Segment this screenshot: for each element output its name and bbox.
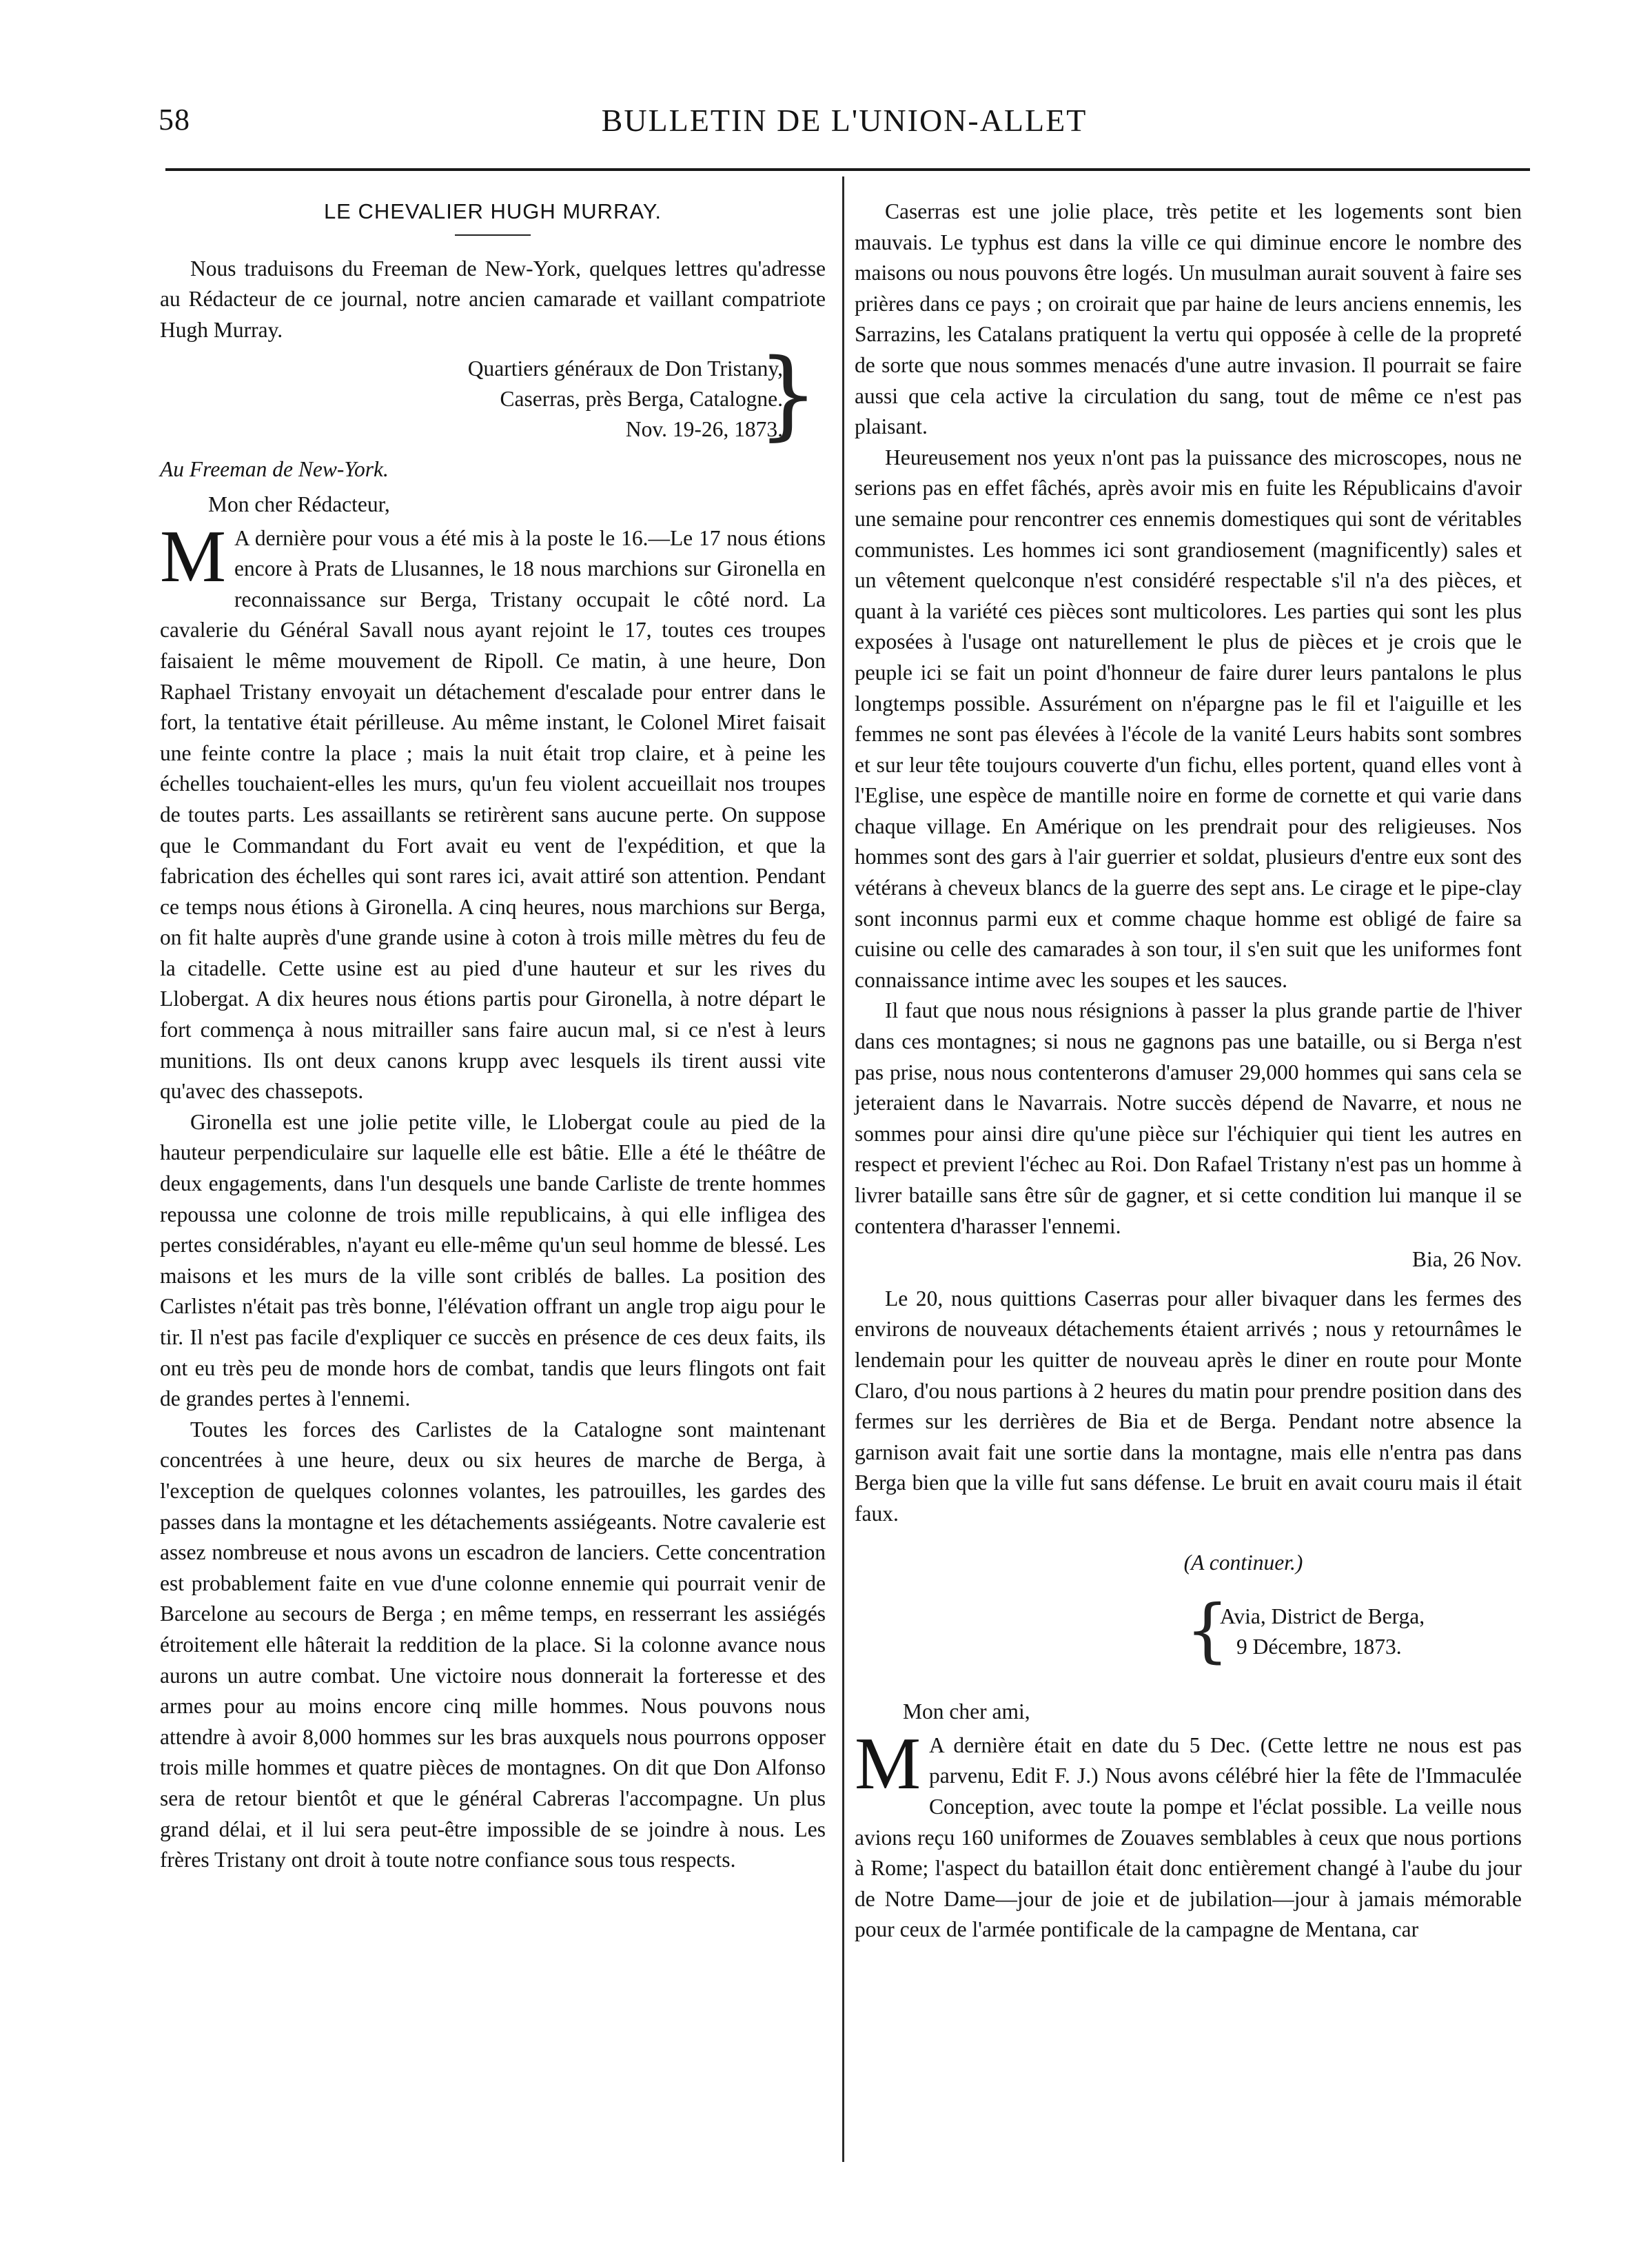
article-title: LE CHEVALIER HUGH MURRAY. <box>323 199 662 223</box>
page-header <box>159 102 1530 157</box>
page-number: 58 <box>159 103 190 137</box>
left-column <box>160 196 826 1876</box>
letter1-paragraph: Toutes les forces des Carlistes de la Catalogne sont maintenant concentrées à une heure, deux ou six heures de marche de Berga, à l'exception de quelques colonnes volantes, les patrouilles, les gardes des passes dans la montagne et les détachements assiégeants. Notre cavalerie est assez nombreuse et nous avons un escadron de lanciers. Cette concentration est probablement faite en vue d'une colonne ennemie qui pourrait venir de Barcelone au secours de Berga ; en même temps, en resserrant les assiégés étroitement elle hâterait la reddition de la place. Si la colonne avance nous aurons un autre combat. Une victoire nous donnerait la forteresse et des armes pour au moins encore cinq mille hommes. Nous pouvons nous attendre à avoir 8,000 hommes sur les bras auxquels nous pourrons opposer trois mille hommes et quatre pièces de montagnes. On dit que Don Alfonso sera de retour bientôt et que le général Cabreras l'accompagne. Un plus grand délai, et il lui sera peut-être impossible de se joindre à nous. Les frères Tristany ont droit à toute notre confiance sous tous respects. <box>160 1417 826 1872</box>
right-column <box>855 196 1522 1945</box>
addressee: Au Freeman de New-York. <box>160 457 389 482</box>
brace-glyph: { <box>1185 1590 1230 1671</box>
salutation: Mon cher ami, <box>903 1699 1030 1724</box>
paragraph-text: A dernière était en date du 5 Dec. (Cette lettre ne nous est pas parvenu, Edit F. J.) Nous avons célébré hier la fête de l'Immaculée Conception, avec toute la pompe et l'éclat possible. La veille nous avions reçu 160 uniformes de Zouaves semblables à ceux que nous portions à Rome; l'aspect du bataillon était donc entièrement changé à l'aube du jour de Notre Dame—jour de joie et de jubilation—jour à jamais mémorable pour ceux de l'armée pontificale de la campagne de Mentana, car <box>855 1732 1522 1942</box>
dateline-line: Quartiers généraux de Don Tristany, <box>467 356 783 381</box>
drop-cap: M <box>855 1722 921 1805</box>
letter1-paragraph: Caserras est une jolie place, très petite et les logements sont bien mauvais. Le typhus est dans la ville ce qui diminue encore le nombre des maisons ou nous pouvons être logés. Un musulman aurait souvent à faire ses prières dans ce pays ; on croirait que par haine de leurs anciens ennemis, les Sarrazins, les Catalans pratiquent la vertu qui opposée à celle de la propreté de sorte que nous sommes menacés d'une autre invasion. Il pourrait se faire aussi que cela active la circulation du sang, tout de même ce n'est pas plaisant. <box>855 199 1522 439</box>
paragraph-text: A dernière pour vous a été mis à la poste le 16.—Le 17 nous étions encore à Prats de Llusannes, le 18 nous marchions sur Gironella en reconnaissance sur Berga, Tristany occupait le côté nord. La cavalerie du Général Savall nous ayant rejoint le 17, toutes ces troupes faisaient le même mouvement de Ripoll. Ce matin, à une heure, Don Raphael Tristany envoyait un détachement d'escalade pour entrer dans le fort, la tentative était périlleuse. Au même instant, le Colonel Miret faisait une feinte contre la place ; mais la nuit était trop claire, et à peine les échelles touchaient-elles les murs, qu'un feu violent accueillait nos troupes de toutes parts. Les assaillants se retirèrent sans aucune perte. On suppose que le Commandant du Fort avait eu vent de l'expédition, et que la fabrication des échelles qui sont rares ici, avait attiré son attention. Pendant ce temps nous étions à Gironella. A cinq heures, nous marchions sur Berga, on fit halte auprès d'une grande usine à coton à trois mille mètres du feu de la citadelle. Cette usine est au pied d'une hauteur et sur les rives du Llobergat. A dix heures nous étions partis pour Gironella, à notre départ le fort commença à nous mitrailler sans faire aucun mal, si ce n'est à leurs munitions. Ils ont deux canons krupp avec lesquels ils tirent aussi vite qu'avec des chassepots. <box>160 525 826 1104</box>
letter1-paragraph: Gironella est une jolie petite ville, le Llobergat coule au pied de la hauteur perpendiculaire sur laquelle elle est bâtie. Elle a été le théâtre de deux engagements, dans l'un desquels une bande Carliste de trente hommes repoussa une colonne de trois mille republicains, à qui elle infligea des pertes considérables, n'ayant eu elle-même qu'un seul homme de blessé. Les maisons et les murs de la ville sont criblés de balles. La position des Carlistes n'était pas très bonne, l'élévation offrant un angle trop aigu pour le tir. Il n'est pas facile d'expliquer ce succès en présence de ces deux faits, ils ont eu très peu de monde hors de combat, tandis que leurs flingots ont fait de grandes pertes à l'ennemi. <box>160 1109 826 1411</box>
letter1-paragraph: Heureusement nos yeux n'ont pas la puissance des microscopes, nous ne serions pas en effet fâchés, après avoir mis en fuite les Républicains d'avoir une semaine pour rencontrer ces ennemis domestiques qui sont de véritables communistes. Les hommes ici sont grandiosement (magnificently) sales et un vêtement quelconque n'est considéré respectable s'il n'a des pièces, et quant à la variété ces pièces sont multicolores. Les parties qui sont les plus exposées à l'usage ont naturellement le plus de pièces et je crois que le peuple ici se fait un point d'honneur de faire durer leurs pantalons le plus longtemps possible. Assurément on n'épargne pas le fil et l'aiguille et les femmes ne sont pas élevées à l'école de la vanité Leurs habits sont sombres et sur leur tête toujours couverte d'un fichu, elles portent, quand elles vont à l'Eglise, une espèce de mantille noire en forme de cornette et qui varie dans chaque village. En Amérique on les prendrait pour des religieuses. Nos hommes sont des gars à l'air guerrier et soldat, plusieurs d'entre eux sont des vétérans à cheveux blancs de la guerre des sept ans. Le cirage et le pipe-clay sont inconnus parmi eux et comme chaque homme est obligé de faire sa cuisine ou celle des camarades à son tour, il s'en suit que les uniformes font connaissance intime avec les soupes et les sauces. <box>855 445 1522 992</box>
dateline-line: Nov. 19-26, 1873. <box>625 417 783 442</box>
letter1-dateline <box>160 338 826 452</box>
column-divider <box>842 176 844 2162</box>
signoff: Bia, 26 Nov. <box>1412 1247 1522 1272</box>
intro-paragraph: Nous traduisons du Freeman de New-York, quelques lettres qu'adresse au Rédacteur de ce journal, notre ancien camarade et vaillant compatriote Hugh Murray. <box>160 256 826 342</box>
title-rule <box>455 234 531 236</box>
running-title: BULLETIN DE L'UNION-ALLET <box>601 103 1088 138</box>
letter1-paragraph <box>160 515 826 1107</box>
letter2-dateline <box>1185 1590 1522 1671</box>
letter2-paragraph <box>855 1722 1522 1945</box>
letter1-paragraph: Le 20, nous quittions Caserras pour aller bivaquer dans les fermes des environs de nouveaux détachements étaient arrivés ; nous y retournâmes le lendemain pour les quitter de nouveau après le diner en route pour Monte Claro, d'ou nous partions à 2 heures du matin pour prendre position dans des fermes sur les derrières de Bia et de Berga. Pendant notre absence la garnison avait fait une sortie dans la montagne, mais elle n'entra pas dans Berga bien que la ville fut sans défense. Le bruit en avait couru mais il était faux. <box>855 1286 1522 1526</box>
dateline-line: Caserras, près Berga, Catalogne. <box>500 387 783 412</box>
brace-glyph: } <box>757 338 819 452</box>
salutation: Mon cher Rédacteur, <box>208 492 390 516</box>
header-rule <box>165 168 1530 171</box>
dateline-line: Avia, District de Berga, <box>1220 1604 1425 1629</box>
continued-note: (A continuer.) <box>1183 1550 1303 1575</box>
dateline-line: 9 Décembre, 1873. <box>1236 1635 1402 1659</box>
letter1-paragraph: Il faut que nous nous résignions à passer la plus grande partie de l'hiver dans ces montagnes; si nous ne gagnons pas une bataille, ou si Berga n'est pas prise, nous nous contenterons d'amuser 29,000 hommes qui sans cela se jeteraient dans le Navarrais. Notre succès dépend de Navarre, et nous ne sommes pour ainsi dire qu'une pièce sur l'échiquier qui tient les autres en respect et previent l'échec au Roi. Don Rafael Tristany n'est pas un homme à livrer bataille sans être sûr de gagner, et si cette condition lui manque il se contentera d'harasser l'ennemi. <box>855 998 1522 1238</box>
drop-cap: M <box>160 515 227 598</box>
